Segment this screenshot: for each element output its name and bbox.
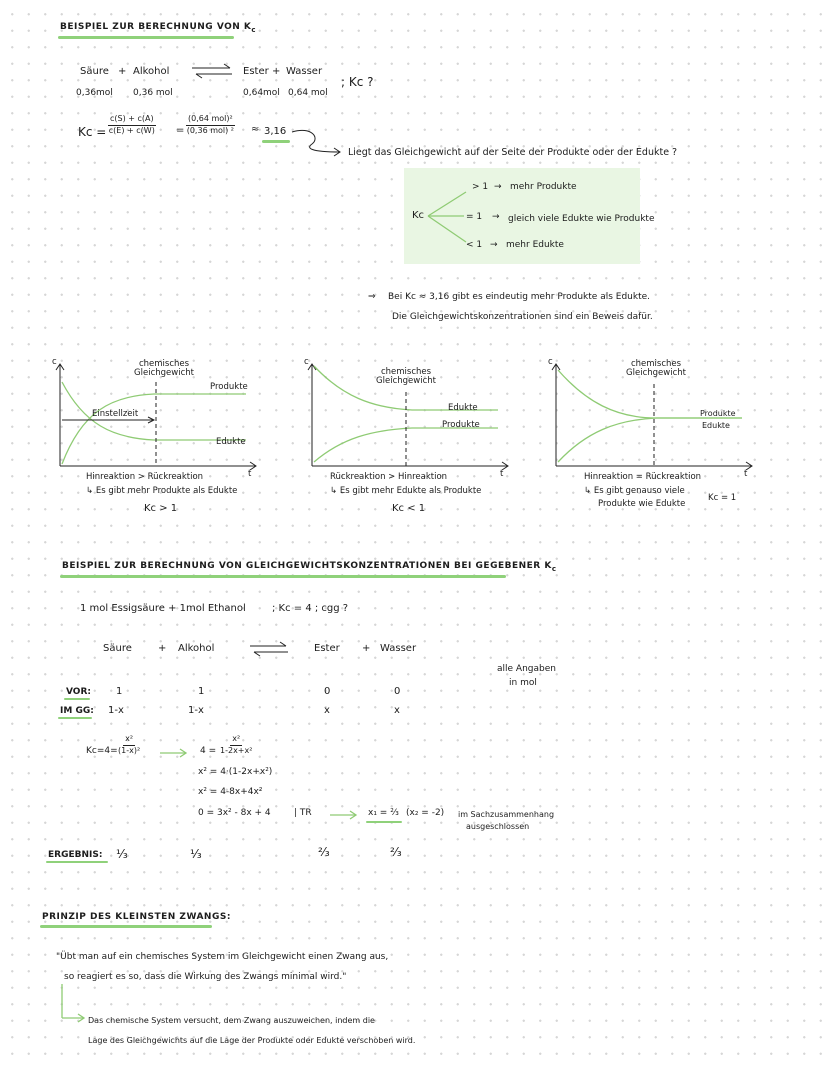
graph3-upper-label: Produkte bbox=[700, 409, 736, 418]
branch-gt-text: mehr Produkte bbox=[510, 182, 577, 192]
graph1-relation: Hinreaktion > Rückreaktion bbox=[86, 472, 204, 482]
amount-ester: 0,64mol bbox=[243, 88, 280, 98]
calc-note-line1: im Sachzusammenhang bbox=[458, 810, 555, 819]
explain-arrow-icon bbox=[60, 984, 88, 1024]
kc-fraction-2-den: (0,36 mol) ² bbox=[186, 125, 234, 135]
graph1-xaxis: t bbox=[248, 469, 252, 479]
graph2-equilibrium-label: chemisches Gleichgewicht bbox=[376, 367, 436, 387]
conclusion-line2: Die Gleichgewichtskonzentrationen sind ein Beweis dafür. bbox=[392, 312, 653, 322]
principle-explain-line2: Lage des Gleichgewichts auf die Lage der Produkte oder Edukte verschoben wird. bbox=[88, 1036, 416, 1045]
calc-step2: x² = 4·(1-2x+x²) bbox=[198, 767, 273, 777]
branch-kc: Kc bbox=[412, 210, 425, 221]
conclusion-arrow-icon: ⇒ bbox=[368, 292, 376, 302]
result-label-underline bbox=[46, 861, 108, 863]
branch-lt: < 1 bbox=[466, 240, 483, 250]
calc-x1-underline bbox=[366, 821, 402, 823]
result-alcohol: ¹⁄₃ bbox=[190, 847, 202, 861]
graph1-setup-label: Einstellzeit bbox=[92, 409, 139, 419]
graph3-yaxis: c bbox=[548, 357, 553, 367]
principle-explain-line1: Das chemische System versucht, dem Zwang auszuweichen, indem die bbox=[88, 1016, 375, 1025]
calc-x1: x₁ = ²⁄₃ bbox=[368, 808, 399, 818]
branch-gt: > 1 bbox=[472, 182, 489, 192]
calc-step4: 0 = 3x² - 8x + 4 bbox=[198, 808, 271, 818]
calc-fraction-1-num: x² bbox=[123, 735, 135, 746]
kc-fraction-2 bbox=[186, 115, 235, 136]
calc-note-line2: ausgeschlossen bbox=[466, 822, 530, 831]
kc-formula-lhs: Kc = bbox=[78, 125, 107, 139]
gg-acid: 1-x bbox=[108, 705, 124, 716]
principle-quote-line1: "Übt man auf ein chemisches System im Gleichgewicht einen Zwang aus, bbox=[56, 952, 389, 962]
row-gg-underline bbox=[58, 717, 92, 719]
reaction1-alcohol: Alkohol bbox=[133, 66, 170, 77]
graph2-lower-label: Produkte bbox=[442, 420, 480, 430]
calc-step1-lhs: 4 = bbox=[200, 746, 217, 756]
calc-fraction-2-num: x² bbox=[230, 735, 242, 746]
reaction2-ester: Ester bbox=[314, 643, 340, 654]
kc-fraction-1-den: c(E) + c(W) bbox=[108, 125, 155, 135]
equilibrium-arrows-1 bbox=[192, 64, 234, 78]
calc-tr: | TR bbox=[294, 808, 312, 818]
reaction2-plus1: + bbox=[158, 643, 167, 654]
graph2-yaxis: c bbox=[304, 357, 309, 367]
graph1-yaxis: c bbox=[52, 357, 57, 367]
calc-fraction-1-den: (1-x)² bbox=[118, 745, 141, 755]
graph3-result1-text: Es gibt genauso viele bbox=[593, 486, 685, 496]
amount-alcohol: 0,36 mol bbox=[133, 88, 173, 98]
gg-ester: x bbox=[324, 705, 330, 716]
calc-arrow-icon bbox=[160, 749, 188, 757]
calc-x2: (x₂ = -2) bbox=[406, 808, 445, 818]
graph1-equilibrium-label: chemisches Gleichgewicht bbox=[134, 359, 194, 379]
units-note-line2: in mol bbox=[509, 678, 537, 688]
units-note-line1: alle Angaben bbox=[497, 664, 556, 674]
kc-approx: ≈ bbox=[251, 124, 260, 135]
vor-water: 0 bbox=[394, 686, 401, 697]
kc-formula-eq: = bbox=[176, 125, 185, 136]
vor-ester: 0 bbox=[324, 686, 331, 697]
given-kc: ; Kc = 4 ; cgg ? bbox=[272, 603, 349, 614]
section3-heading-underline bbox=[40, 925, 212, 928]
graph3-kc: Kc = 1 bbox=[708, 493, 737, 503]
reaction2-plus2: + bbox=[362, 643, 371, 654]
result-water: ²⁄₃ bbox=[390, 845, 402, 859]
kc-fraction-2-num: (0,64 mol)² bbox=[186, 115, 235, 126]
row-gg-label: IM GG: bbox=[60, 706, 94, 716]
reaction1-plus2: + bbox=[272, 66, 281, 77]
branch-lt-text: mehr Edukte bbox=[506, 240, 564, 250]
given-amounts: 1 mol Essigsäure + 1mol Ethanol bbox=[80, 603, 246, 614]
graph3-result2: Produkte wie Edukte bbox=[598, 499, 686, 509]
section1-heading: BEISPIEL ZUR BERECHNUNG VON $K_c$ bbox=[60, 22, 257, 34]
principle-quote-line2: so reagiert es so, dass die Wirkung des Zwangs minimal wird." bbox=[64, 972, 347, 982]
section1-heading-underline bbox=[58, 36, 234, 39]
reaction2-water: Wasser bbox=[380, 643, 417, 654]
graph3-result1: ↳ Es gibt genauso viele bbox=[584, 486, 685, 496]
branch-eq-arrow: → bbox=[492, 212, 500, 222]
calc-fraction-2 bbox=[220, 735, 252, 756]
amount-acid: 0,36mol bbox=[76, 88, 113, 98]
branch-eq-text: gleich viele Edukte wie Produkte bbox=[508, 214, 655, 224]
section3-heading: PRINZIP DES KLEINSTEN ZWANGS: bbox=[42, 912, 231, 922]
graph2-upper-label: Edukte bbox=[448, 403, 478, 413]
graph2-result-text: Es gibt mehr Edukte als Produkte bbox=[339, 486, 482, 496]
graph2-result: ↳ Es gibt mehr Edukte als Produkte bbox=[330, 486, 482, 496]
graph1-result: ↳ Es gibt mehr Produkte als Edukte bbox=[86, 486, 238, 496]
calc-fraction-1 bbox=[118, 735, 140, 756]
vor-acid: 1 bbox=[116, 686, 123, 697]
result-label: ERGEBNIS: bbox=[48, 850, 103, 860]
kc-result: 3,16 bbox=[264, 126, 287, 137]
result-ester: ²⁄₃ bbox=[318, 845, 330, 859]
kc-fraction-1-num: c(S) + c(A) bbox=[108, 115, 156, 126]
graph3-xaxis: t bbox=[744, 469, 748, 479]
branch-lt-arrow: → bbox=[490, 240, 498, 250]
graph3-equilibrium-label: chemisches Gleichgewicht bbox=[626, 359, 686, 379]
graph2-xaxis: t bbox=[500, 469, 504, 479]
graph3-relation: Hinreaktion = Rückreaktion bbox=[584, 472, 702, 482]
branch-eq: = 1 bbox=[466, 212, 483, 222]
conclusion-line1: Bei Kc ≈ 3,16 gibt es eindeutig mehr Produkte als Edukte. bbox=[388, 292, 650, 302]
reaction1-water: Wasser bbox=[286, 66, 323, 77]
result-arrow-icon bbox=[292, 128, 342, 158]
kc-question: ; Kc ? bbox=[341, 75, 374, 89]
calc-arrow2-icon bbox=[330, 811, 358, 819]
amount-water: 0,64 mol bbox=[288, 88, 328, 98]
gg-water: x bbox=[394, 705, 400, 716]
calc-kc-lhs: Kc=4= bbox=[86, 746, 118, 756]
reaction1-acid: Säure bbox=[80, 66, 109, 77]
graph2-kc: Kc < 1 bbox=[392, 503, 426, 514]
row-vor-label: VOR: bbox=[66, 687, 91, 697]
section2-heading-underline bbox=[60, 575, 506, 578]
reaction2-acid: Säure bbox=[103, 643, 132, 654]
vor-alcohol: 1 bbox=[198, 686, 205, 697]
reaction1-plus1: + bbox=[118, 66, 127, 77]
calc-step3: x² = 4-8x+4x² bbox=[198, 787, 263, 797]
branch-gt-arrow: → bbox=[494, 182, 502, 192]
row-vor-underline bbox=[64, 698, 90, 700]
reaction2-alcohol: Alkohol bbox=[178, 643, 215, 654]
graph1-upper-label: Produkte bbox=[210, 382, 248, 392]
reaction1-ester: Ester bbox=[243, 66, 269, 77]
graph1-kc: Kc > 1 bbox=[144, 503, 178, 514]
kc-fraction-1 bbox=[108, 115, 156, 136]
section2-heading: BEISPIEL ZUR BERECHNUNG VON GLEICHGEWICHTSKONZENTRATIONEN BEI GEGEBENER $K_c$ bbox=[62, 561, 557, 573]
graph3-lower-label: Edukte bbox=[702, 421, 730, 430]
gg-alcohol: 1-x bbox=[188, 705, 204, 716]
result-acid: ¹⁄₃ bbox=[116, 847, 128, 861]
equilibrium-arrows-2 bbox=[250, 642, 290, 656]
kc-result-underline bbox=[262, 140, 290, 143]
graph1-lower-label: Edukte bbox=[216, 437, 246, 447]
graph2-relation: Rückreaktion > Hinreaktion bbox=[330, 472, 448, 482]
equilibrium-question: Liegt das Gleichgewicht auf der Seite der Produkte oder der Edukte ? bbox=[348, 147, 678, 158]
calc-fraction-2-den: 1-2x+x² bbox=[220, 745, 253, 755]
graph1-result-text: Es gibt mehr Produkte als Edukte bbox=[95, 486, 238, 496]
